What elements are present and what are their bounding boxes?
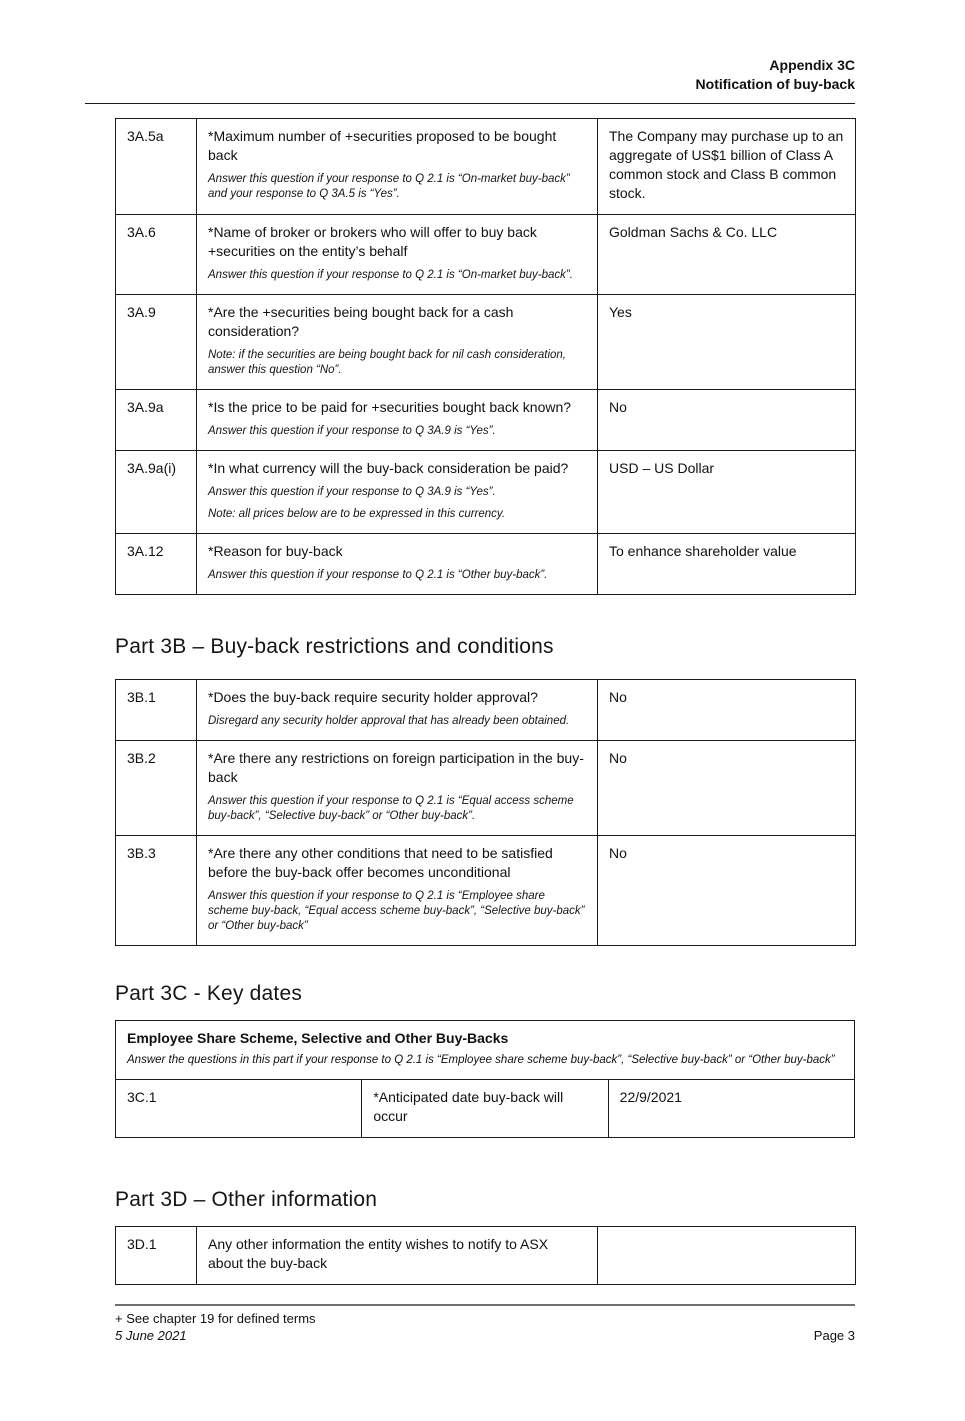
table-part-3d <box>115 1226 856 1285</box>
section-header-title: Employee Share Scheme, Selective and Other Buy-Backs <box>127 1030 509 1046</box>
footer-date: 5 June 2021 <box>115 1328 187 1343</box>
table-header-row <box>116 1021 855 1080</box>
question-cell <box>197 534 598 595</box>
answer-cell <box>598 1227 856 1285</box>
table-part-3a <box>115 118 856 595</box>
table-row <box>116 680 856 741</box>
question-note: Answer this question if your response to Q 2.1 is “Employee share scheme buy-back, “Equal access scheme buy-back”, “Selective buy-back” or “Other buy-back” <box>208 890 585 932</box>
table-row <box>116 215 856 295</box>
document-title: Notification of buy-back <box>695 76 855 92</box>
table-part-3b <box>115 679 856 946</box>
question-note: Disregard any security holder approval that has already been obtained. <box>208 715 570 727</box>
page-footer <box>115 1304 855 1344</box>
part-3d-heading: Part 3D – Other information <box>115 1188 378 1211</box>
question-text: *Name of broker or brokers who will offer to buy back +securities on the entity’s behalf <box>208 224 537 259</box>
question-number: 3B.3 <box>116 836 197 946</box>
part-3b-heading: Part 3B – Buy-back restrictions and conditions <box>115 635 554 658</box>
appendix-title: Appendix 3C <box>769 57 855 73</box>
question-text: *In what currency will the buy-back consideration be paid? <box>208 460 569 476</box>
table-row <box>116 741 856 836</box>
question-cell <box>197 451 598 534</box>
question-cell <box>197 680 598 741</box>
question-text: Any other information the entity wishes to notify to ASX about the buy-back <box>208 1236 549 1271</box>
section-header-note: Answer the questions in this part if your response to Q 2.1 is “Employee share scheme buy-back”, “Selective buy-back” or “Other buy-back” <box>127 1054 835 1066</box>
question-text: *Is the price to be paid for +securities bought back known? <box>208 399 572 415</box>
defined-terms-note: + See chapter 19 for defined terms <box>115 1311 316 1326</box>
question-note: Answer this question if your response to Q 2.1 is “On-market buy-back”. <box>208 269 573 281</box>
table-row <box>116 1080 855 1138</box>
answer-cell: No <box>598 836 856 946</box>
question-text: *Reason for buy-back <box>208 543 343 559</box>
question-number: 3A.5a <box>116 119 197 215</box>
question-number: 3B.1 <box>116 680 197 741</box>
part-3c-heading: Part 3C - Key dates <box>115 982 303 1005</box>
question-cell <box>197 1227 598 1285</box>
question-text: *Does the buy-back require security holder approval? <box>208 689 538 705</box>
table-row <box>116 390 856 451</box>
question-number: 3A.12 <box>116 534 197 595</box>
answer-cell: To enhance shareholder value <box>598 534 856 595</box>
table-row <box>116 1227 856 1285</box>
question-text: *Are there any restrictions on foreign participation in the buy-back <box>208 750 584 785</box>
question-cell <box>197 215 598 295</box>
question-number: 3A.9 <box>116 295 197 390</box>
page-number: Page 3 <box>813 1328 855 1343</box>
question-text: *Anticipated date buy-back will occur <box>373 1089 564 1124</box>
question-cell <box>197 119 598 215</box>
answer-cell: Yes <box>598 295 856 390</box>
page-content <box>115 118 855 1285</box>
question-note: Answer this question if your response to Q 3A.9 is “Yes”. <box>208 486 496 498</box>
table-row <box>116 534 856 595</box>
document-header <box>85 56 855 104</box>
question-text: *Are the +securities being bought back for a cash consideration? <box>208 304 514 339</box>
question-note: Note: all prices below are to be expressed in this currency. <box>208 508 506 520</box>
answer-cell: No <box>598 390 856 451</box>
question-cell <box>197 390 598 451</box>
question-number: 3C.1 <box>116 1080 362 1138</box>
question-cell <box>362 1080 608 1138</box>
section-header-cell <box>116 1021 855 1080</box>
question-note: Answer this question if your response to Q 3A.9 is “Yes”. <box>208 425 496 437</box>
question-text: *Are there any other conditions that need to be satisfied before the buy-back offer becomes unconditional <box>208 845 553 880</box>
question-note: Answer this question if your response to Q 2.1 is “Equal access scheme buy-back”, “Selective buy-back” or “Other buy-back”. <box>208 795 574 822</box>
answer-cell: 22/9/2021 <box>608 1080 854 1138</box>
table-part-3c <box>115 1020 855 1138</box>
question-text: *Maximum number of +securities proposed to be bought back <box>208 128 557 163</box>
table-row <box>116 451 856 534</box>
answer-cell: No <box>598 741 856 836</box>
question-number: 3A.9a <box>116 390 197 451</box>
table-row <box>116 836 856 946</box>
question-number: 3B.2 <box>116 741 197 836</box>
answer-cell: No <box>598 680 856 741</box>
question-cell <box>197 836 598 946</box>
question-note: Answer this question if your response to Q 2.1 is “Other buy-back”. <box>208 569 548 581</box>
footer-row <box>115 1327 855 1344</box>
question-note: Note: if the securities are being bought back for nil cash consideration, answer this question “No”. <box>208 349 566 376</box>
question-cell <box>197 295 598 390</box>
question-note: Answer this question if your response to Q 2.1 is “On-market buy-back” and your response to Q 3A.5 is “Yes”. <box>208 173 570 200</box>
question-number: 3A.6 <box>116 215 197 295</box>
answer-cell: The Company may purchase up to an aggregate of US$1 billion of Class A common stock and Class B common stock. <box>598 119 856 215</box>
answer-cell: USD – US Dollar <box>598 451 856 534</box>
question-cell <box>197 741 598 836</box>
question-number: 3D.1 <box>116 1227 197 1285</box>
question-number: 3A.9a(i) <box>116 451 197 534</box>
table-row <box>116 119 856 215</box>
answer-cell: Goldman Sachs & Co. LLC <box>598 215 856 295</box>
table-row <box>116 295 856 390</box>
